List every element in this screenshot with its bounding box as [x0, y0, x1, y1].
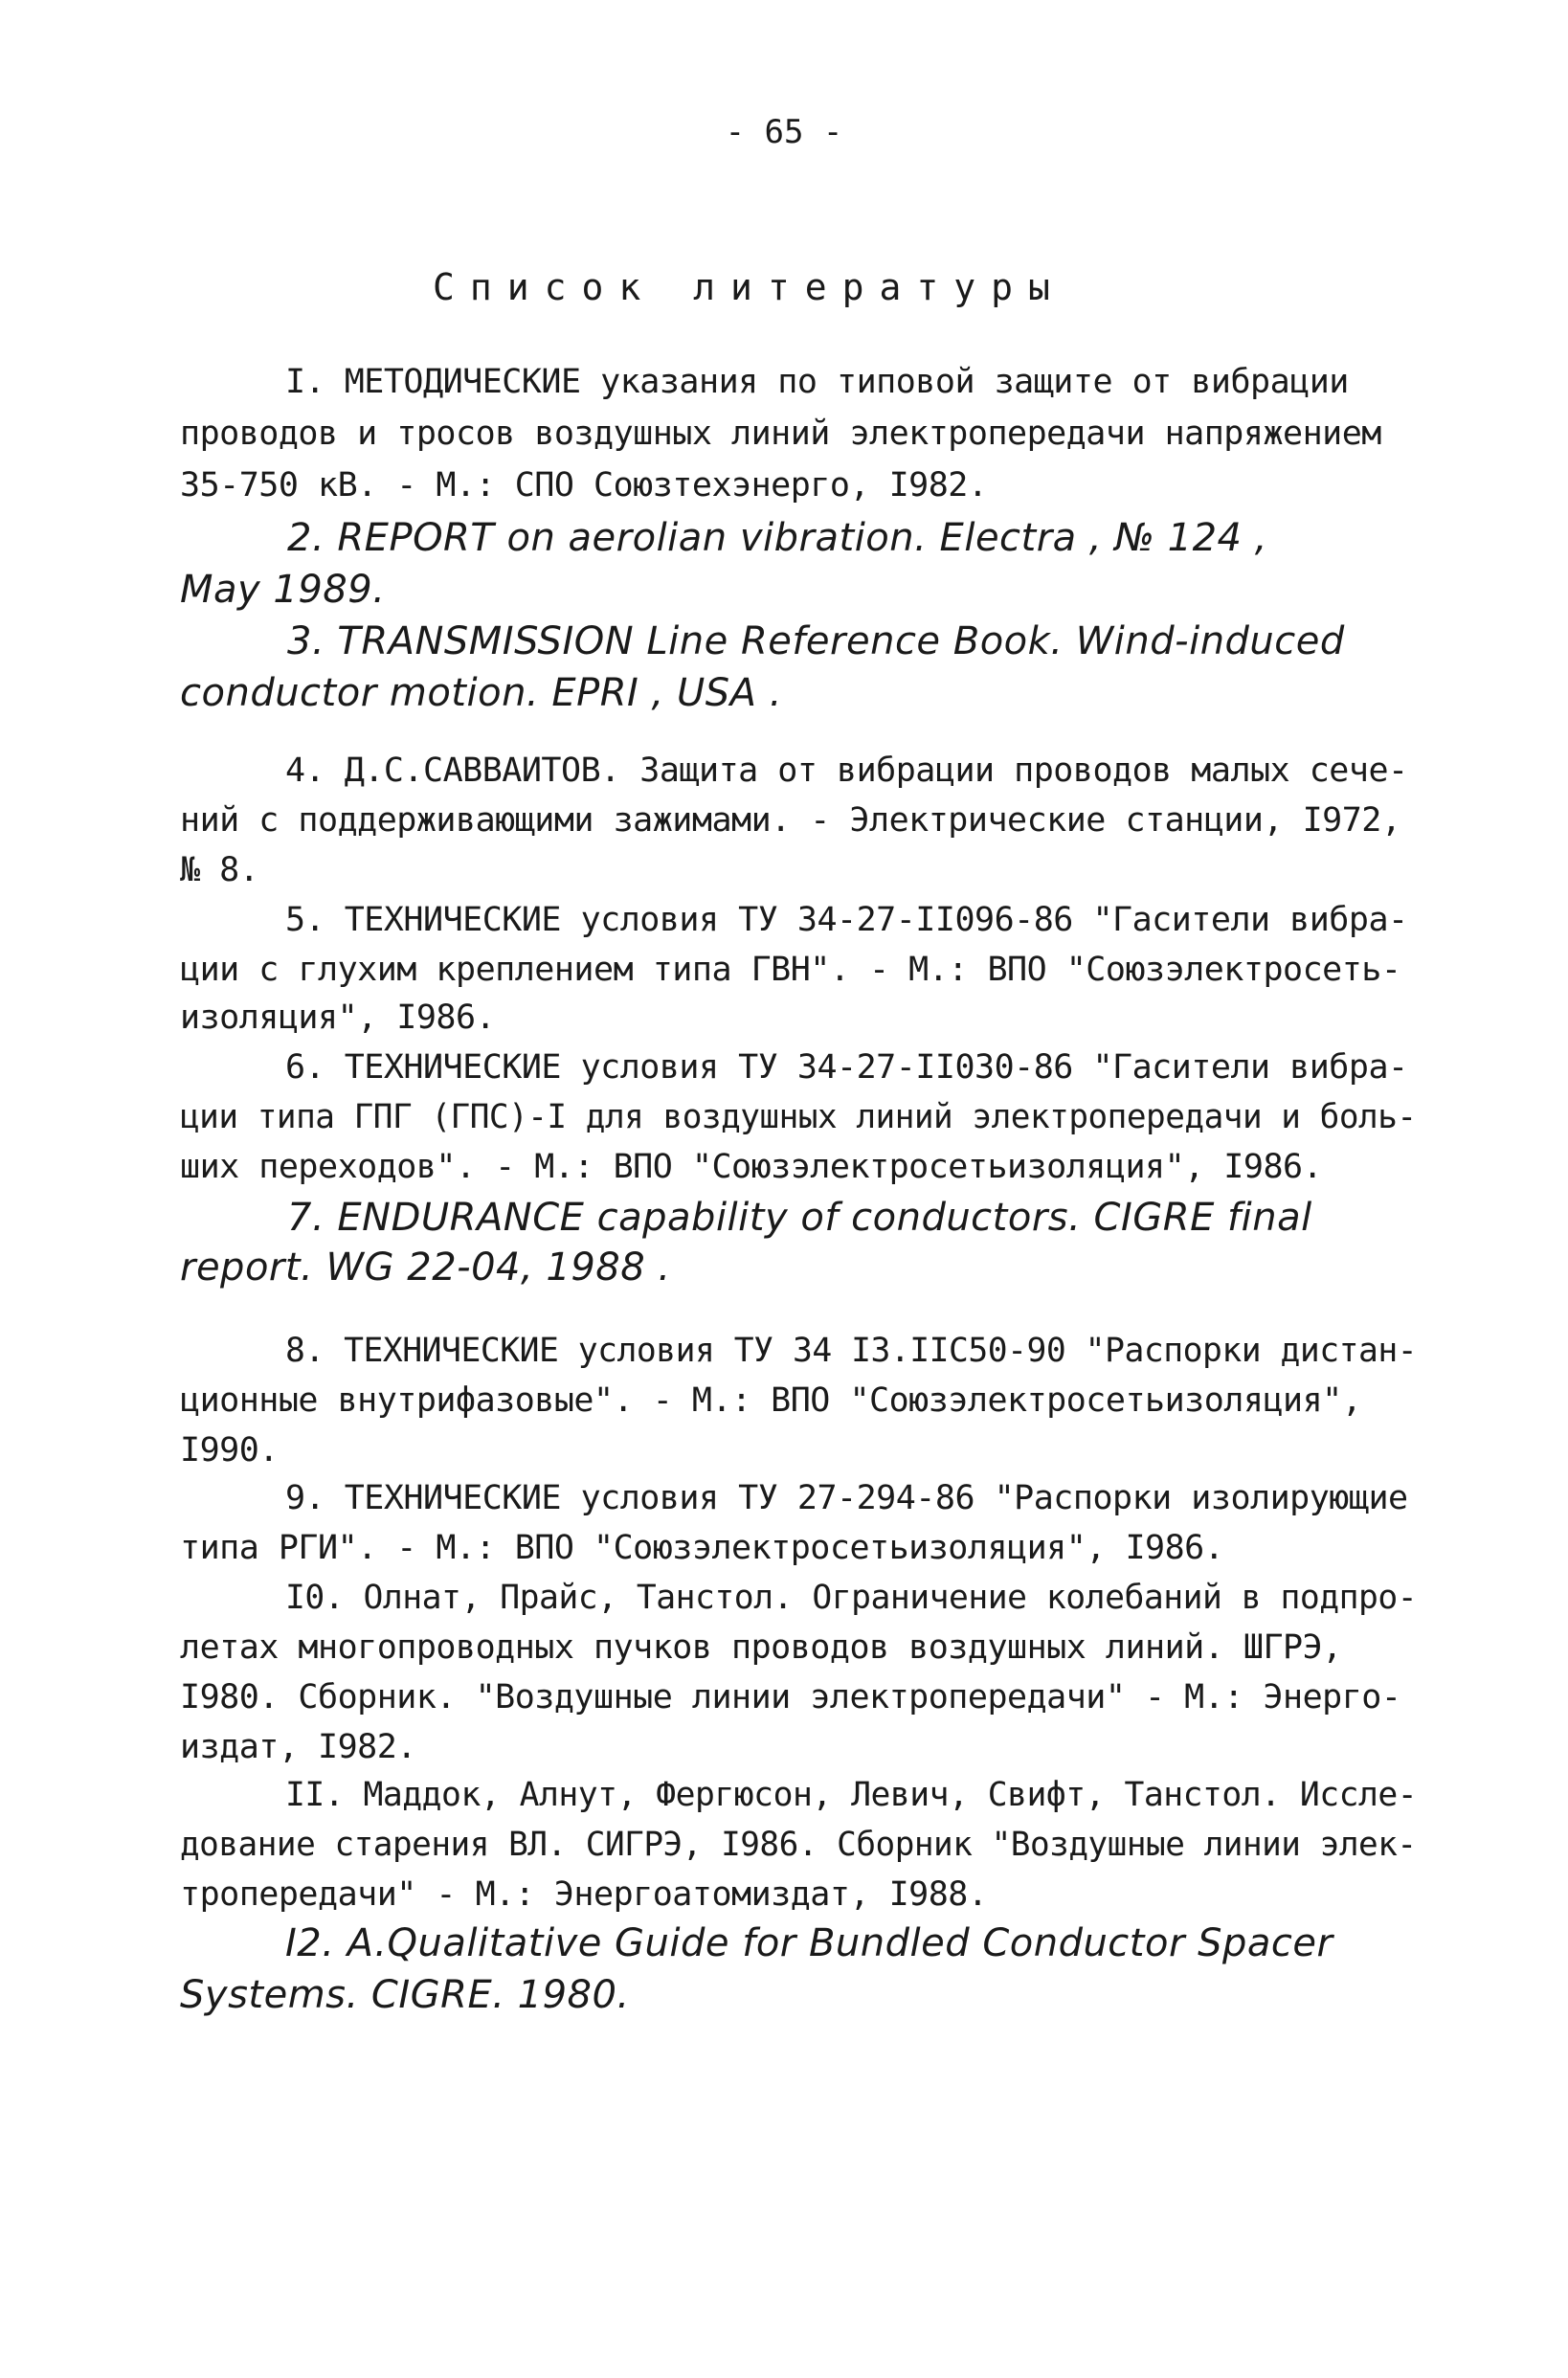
- page-number: - 65 -: [725, 113, 843, 151]
- reference-7-line-1: 7. ENDURANCE capability of conductors. CIGRE final: [287, 1196, 1312, 1240]
- reference-11-line-2: дование старения ВЛ. СИГРЭ, I986. Сборник "Воздушные линии элек-: [180, 1826, 1417, 1864]
- reference-9-line-1: 9. ТЕХНИЧЕСКИЕ условия ТУ 27-294-86 "Распорки изолирующие: [285, 1479, 1408, 1517]
- reference-2-line-1: 2. REPORT on aerolian vibration. Electra , № 124 ,: [287, 516, 1267, 560]
- reference-4-line-1: 4. Д.С.САВВАИТОВ. Защита от вибрации проводов малых сече-: [285, 752, 1408, 790]
- reference-4-line-3: № 8.: [180, 851, 259, 889]
- reference-3-line-2: conductor motion. EPRI , USA .: [180, 671, 782, 715]
- page-title: Список литературы: [433, 266, 1065, 308]
- reference-5-line-3: изоляция", I986.: [180, 998, 496, 1037]
- reference-4-line-2: ний с поддерживающими зажимами. - Электрические станции, I972,: [180, 801, 1401, 840]
- reference-8-line-2: ционные внутрифазовые". - М.: ВПО "Союзэлектросетьизоляция",: [180, 1381, 1362, 1420]
- reference-5-line-1: 5. ТЕХНИЧЕСКИЕ условия ТУ 34-27-II096-86 "Гасители вибра-: [285, 901, 1408, 939]
- reference-1-line-1: I. МЕТОДИЧЕСКИЕ указания по типовой защите от вибрации: [285, 363, 1349, 401]
- reference-10-line-3: I980. Сборник. "Воздушные линии электропередачи" - М.: Энерго-: [180, 1678, 1401, 1716]
- reference-12-line-2: Systems. CIGRE. 1980.: [180, 1973, 630, 2017]
- reference-11-line-3: тропередачи" - М.: Энергоатомиздат, I988.: [180, 1875, 988, 1914]
- reference-6-line-3: ших переходов". - М.: ВПО "Союзэлектросетьизоляция", I986.: [180, 1148, 1323, 1186]
- reference-6-line-2: ции типа ГПГ (ГПС)-I для воздушных линий электропередачи и боль-: [180, 1098, 1417, 1136]
- reference-10-line-4: издат, I982.: [180, 1728, 416, 1766]
- reference-9-line-2: типа РГИ". - М.: ВПО "Союзэлектросетьизоляция", I986.: [180, 1529, 1224, 1567]
- reference-5-line-2: ции с глухим креплением типа ГВН". - М.: ВПО "Союзэлектросеть-: [180, 951, 1401, 989]
- reference-10-line-2: летах многопроводных пучков проводов воздушных линий. ШГРЭ,: [180, 1628, 1342, 1667]
- reference-8-line-1: 8. ТЕХНИЧЕСКИЕ условия ТУ 34 I3.IIС50-90 "Распорки дистан-: [285, 1332, 1418, 1370]
- reference-7-line-2: report. WG 22-04, 1988 .: [180, 1245, 671, 1290]
- reference-12-line-1: I2. A.Qualitative Guide for Bundled Conductor Spacer: [285, 1921, 1333, 1965]
- reference-6-line-1: 6. ТЕХНИЧЕСКИЕ условия ТУ 34-27-II030-86 "Гасители вибра-: [285, 1048, 1408, 1087]
- reference-2-line-2: May 1989.: [180, 568, 386, 612]
- reference-8-line-3: I990.: [180, 1431, 279, 1469]
- reference-11-line-1: II. Маддок, Алнут, Фергюсон, Левич, Свифт, Танстол. Иссле-: [285, 1776, 1418, 1814]
- reference-3-line-1: 3. TRANSMISSION Line Reference Book. Wind-induced: [287, 619, 1345, 663]
- reference-1-line-3: 35-750 кВ. - М.: СПО Союзтехэнерго, I982.: [180, 466, 988, 505]
- reference-10-line-1: I0. Олнат, Прайс, Танстол. Ограничение колебаний в подпро-: [285, 1579, 1418, 1617]
- reference-1-line-2: проводов и тросов воздушных линий электропередачи напряжением: [180, 415, 1381, 453]
